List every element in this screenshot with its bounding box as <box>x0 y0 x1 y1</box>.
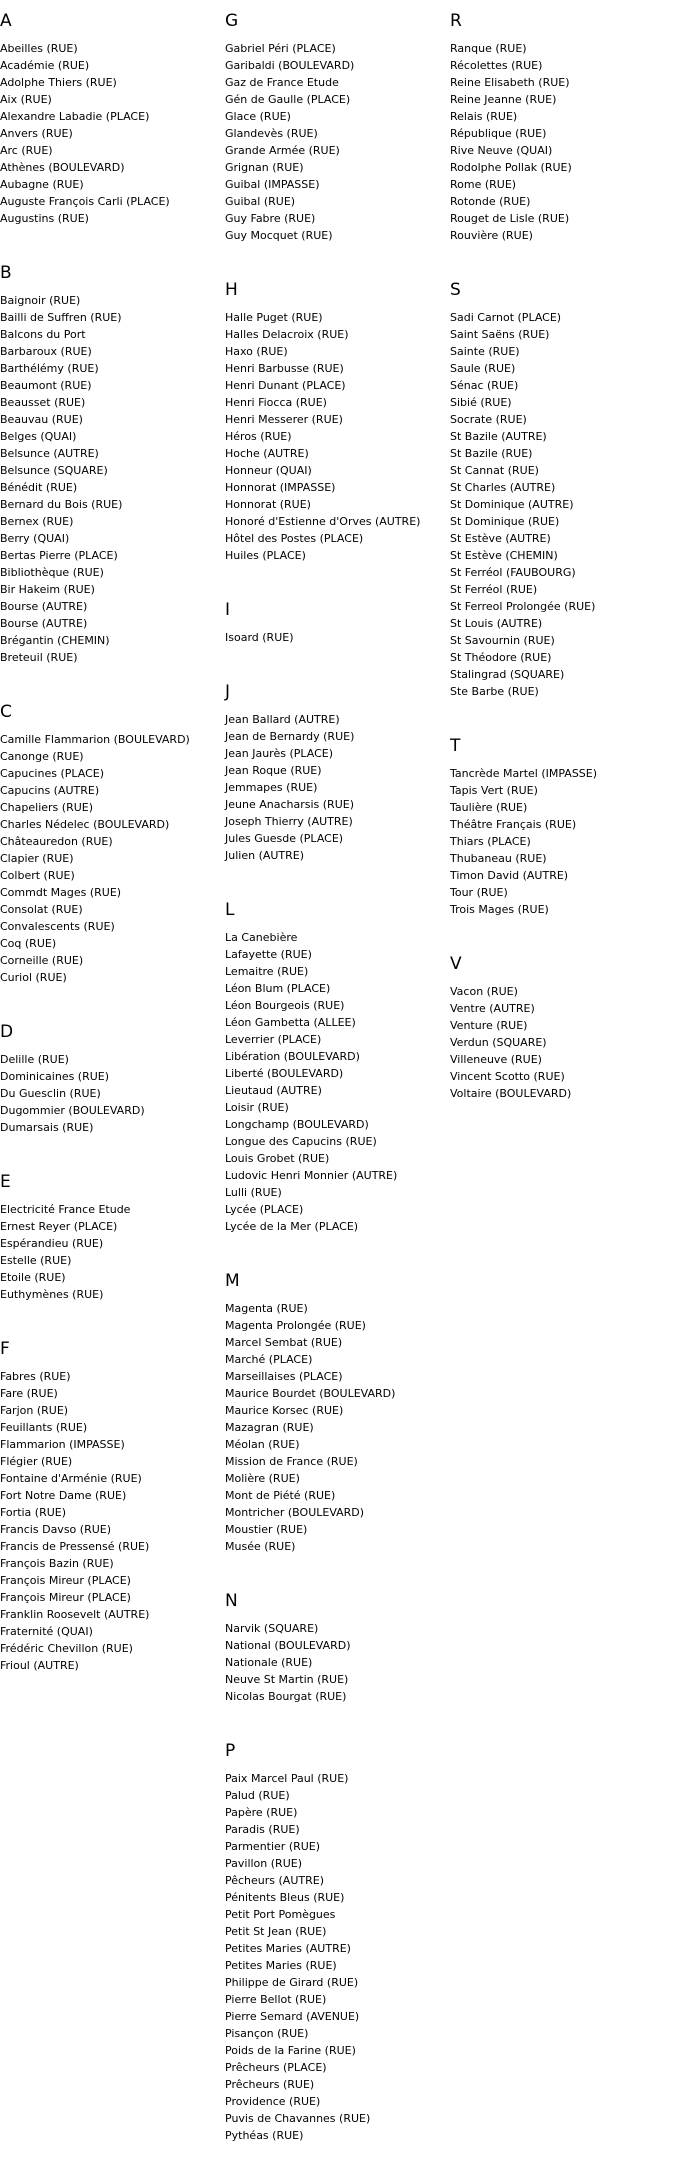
letter-section <box>225 1730 450 2144</box>
section-letter-heading: C <box>0 702 12 722</box>
street-link[interactable]: Philippe de Girard (RUE) <box>225 1976 359 1989</box>
street-link[interactable]: Petites Maries (RUE) <box>225 1959 337 1972</box>
street-link[interactable]: Baignoir (RUE) <box>0 294 81 307</box>
street-link[interactable]: Nicolas Bourgat (RUE) <box>225 1690 347 1703</box>
letter-section <box>0 1328 225 1674</box>
street-link[interactable]: Tour (RUE) <box>450 886 508 899</box>
street-link[interactable]: Tapis Vert (RUE) <box>450 784 538 797</box>
street-link[interactable]: Lemaitre (RUE) <box>225 965 309 978</box>
street-link[interactable]: Musée (RUE) <box>225 1540 296 1553</box>
street-link[interactable]: Moustier (RUE) <box>225 1523 308 1536</box>
section-letter-heading: A <box>0 11 12 31</box>
street-link[interactable]: Prêcheurs (RUE) <box>225 2078 315 2091</box>
street-link[interactable]: Abeilles (RUE) <box>0 42 78 55</box>
street-link[interactable]: Petit Port Pomègues <box>225 1908 336 1921</box>
street-link[interactable]: Maurice Korsec (RUE) <box>225 1404 344 1417</box>
street-link[interactable]: Adolphe Thiers (RUE) <box>0 76 117 89</box>
street-link[interactable]: Chapeliers (RUE) <box>0 801 94 814</box>
street-link[interactable]: Montricher (BOULEVARD) <box>225 1506 365 1519</box>
street-link[interactable]: Julien (AUTRE) <box>225 849 305 862</box>
street-link[interactable]: Lulli (RUE) <box>225 1186 282 1199</box>
street-link[interactable]: Tancrède Martel (IMPASSE) <box>450 767 598 780</box>
street-link[interactable]: Arc (RUE) <box>0 144 53 157</box>
street-link[interactable]: Curiol (RUE) <box>0 971 67 984</box>
street-link[interactable]: Haxo (RUE) <box>225 345 288 358</box>
street-link[interactable]: Trois Mages (RUE) <box>450 903 549 916</box>
street-link[interactable]: Léon Bourgeois (RUE) <box>225 999 345 1012</box>
street-link[interactable]: St Ferréol (RUE) <box>450 583 538 596</box>
street-link[interactable]: Convalescents (RUE) <box>0 920 115 933</box>
street-link[interactable]: Paradis (RUE) <box>225 1823 300 1836</box>
street-link[interactable]: Puvis de Chavannes (RUE) <box>225 2112 371 2125</box>
street-link[interactable]: Guy Mocquet (RUE) <box>225 229 333 242</box>
letter-section <box>225 0 450 244</box>
street-list <box>0 731 225 986</box>
street-link[interactable]: Pisançon (RUE) <box>225 2027 309 2040</box>
street-link[interactable]: Capucins (AUTRE) <box>0 784 100 797</box>
street-link[interactable]: Fare (RUE) <box>0 1387 58 1400</box>
street-link[interactable]: Parmentier (RUE) <box>225 1840 321 1853</box>
street-link[interactable]: Huiles (PLACE) <box>225 549 306 562</box>
street-link[interactable]: St Charles (AUTRE) <box>450 481 556 494</box>
street-link[interactable]: Fraternité (QUAI) <box>0 1625 93 1638</box>
street-link[interactable]: Rotonde (RUE) <box>450 195 531 208</box>
street-link[interactable]: Méolan (RUE) <box>225 1438 300 1451</box>
street-link[interactable]: Henri Dunant (PLACE) <box>225 379 346 392</box>
street-link[interactable]: Pénitents Bleus (RUE) <box>225 1891 345 1904</box>
street-link[interactable]: Pythéas (RUE) <box>225 2129 304 2142</box>
street-link[interactable]: Ventre (AUTRE) <box>450 1002 535 1015</box>
street-link[interactable]: Lycée de la Mer (PLACE) <box>225 1220 359 1233</box>
index-column-1 <box>0 0 225 1699</box>
street-link[interactable]: François Mireur (PLACE) <box>0 1591 131 1604</box>
street-list <box>450 765 675 918</box>
street-list <box>0 292 225 666</box>
section-letter-heading: E <box>0 1172 11 1192</box>
street-list <box>0 1051 225 1136</box>
street-link[interactable]: Libération (BOULEVARD) <box>225 1050 360 1063</box>
street-link[interactable]: Rouvière (RUE) <box>450 229 533 242</box>
street-link[interactable]: Francis Davso (RUE) <box>0 1523 111 1536</box>
street-link[interactable]: Beauvau (RUE) <box>0 413 83 426</box>
index-column-2 <box>225 0 450 2169</box>
street-link[interactable]: Espérandieu (RUE) <box>0 1237 104 1250</box>
street-link[interactable]: Socrate (RUE) <box>450 413 527 426</box>
street-link[interactable]: Henri Barbusse (RUE) <box>225 362 344 375</box>
street-link[interactable]: Reine Elisabeth (RUE) <box>450 76 570 89</box>
street-link[interactable]: Etoile (RUE) <box>0 1271 66 1284</box>
street-link[interactable]: Glandevès (RUE) <box>225 127 318 140</box>
street-link[interactable]: Bibliothèque (RUE) <box>0 566 104 579</box>
street-link[interactable]: Balcons du Port <box>0 328 86 341</box>
street-link[interactable]: Vincent Scotto (RUE) <box>450 1070 565 1083</box>
street-list <box>0 40 225 227</box>
street-list <box>225 1770 450 2144</box>
letter-section <box>0 0 225 227</box>
street-link[interactable]: Isoard (RUE) <box>225 631 294 644</box>
street-link[interactable]: St Bazile (RUE) <box>450 447 533 460</box>
street-link[interactable]: Lieutaud (AUTRE) <box>225 1084 322 1097</box>
street-list <box>0 1368 225 1674</box>
street-link[interactable]: Leverrier (PLACE) <box>225 1033 322 1046</box>
street-link[interactable]: Barthélémy (RUE) <box>0 362 99 375</box>
street-link[interactable]: Rouget de Lisle (RUE) <box>450 212 570 225</box>
street-link[interactable]: Athènes (BOULEVARD) <box>0 161 125 174</box>
street-link[interactable]: Louis Grobet (RUE) <box>225 1152 330 1165</box>
street-link[interactable]: Jeune Anacharsis (RUE) <box>225 798 354 811</box>
street-link[interactable]: Rome (RUE) <box>450 178 517 191</box>
street-link[interactable]: Nationale (RUE) <box>225 1656 313 1669</box>
letter-section <box>0 252 225 666</box>
street-link[interactable]: St Théodore (RUE) <box>450 651 552 664</box>
street-link[interactable]: Jean Roque (RUE) <box>225 764 322 777</box>
street-link[interactable]: Bernex (RUE) <box>0 515 74 528</box>
letter-section <box>225 589 450 646</box>
street-link[interactable]: Villeneuve (RUE) <box>450 1053 542 1066</box>
street-link[interactable]: Lycée (PLACE) <box>225 1203 304 1216</box>
street-link[interactable]: Alexandre Labadie (PLACE) <box>0 110 150 123</box>
street-link[interactable]: Papère (RUE) <box>225 1806 298 1819</box>
street-link[interactable]: Thubaneau (RUE) <box>450 852 547 865</box>
letter-section <box>450 269 675 700</box>
street-link[interactable]: Palud (RUE) <box>225 1789 290 1802</box>
street-link[interactable]: Honnorat (RUE) <box>225 498 311 511</box>
street-link[interactable]: Thiars (PLACE) <box>450 835 531 848</box>
street-link[interactable]: Garibaldi (BOULEVARD) <box>225 59 355 72</box>
street-link[interactable]: St Louis (AUTRE) <box>450 617 543 630</box>
street-link[interactable]: Héros (RUE) <box>225 430 292 443</box>
street-list <box>0 1201 225 1303</box>
street-link[interactable]: Beaumont (RUE) <box>0 379 92 392</box>
street-link[interactable]: Frioul (AUTRE) <box>0 1659 79 1672</box>
street-link[interactable]: Sainte (RUE) <box>450 345 520 358</box>
street-link[interactable]: Jean Ballard (AUTRE) <box>225 713 340 726</box>
street-link[interactable]: Augustins (RUE) <box>0 212 89 225</box>
street-link[interactable]: Ernest Reyer (PLACE) <box>0 1220 118 1233</box>
street-link[interactable]: Belges (QUAI) <box>0 430 77 443</box>
street-link[interactable]: Halles Delacroix (RUE) <box>225 328 349 341</box>
letter-section <box>0 691 225 986</box>
street-link[interactable]: Euthymènes (RUE) <box>0 1288 104 1301</box>
street-link[interactable]: Léon Blum (PLACE) <box>225 982 331 995</box>
street-link[interactable]: Belsunce (SQUARE) <box>0 464 108 477</box>
street-link[interactable]: Rive Neuve (QUAI) <box>450 144 553 157</box>
index-column-3 <box>450 0 675 1127</box>
street-link[interactable]: St Ferréol (FAUBOURG) <box>450 566 576 579</box>
street-list <box>225 711 450 864</box>
street-link[interactable]: Académie (RUE) <box>0 59 90 72</box>
street-link[interactable]: Grignan (RUE) <box>225 161 304 174</box>
street-link[interactable]: Delille (RUE) <box>0 1053 69 1066</box>
street-link[interactable]: Mont de Piété (RUE) <box>225 1489 336 1502</box>
street-link[interactable]: Saule (RUE) <box>450 362 516 375</box>
street-link[interactable]: Petites Maries (AUTRE) <box>225 1942 351 1955</box>
street-link[interactable]: Beausset (RUE) <box>0 396 86 409</box>
street-link[interactable]: Fortia (RUE) <box>0 1506 67 1519</box>
street-link[interactable]: Bailli de Suffren (RUE) <box>0 311 122 324</box>
street-link[interactable]: Longchamp (BOULEVARD) <box>225 1118 369 1131</box>
street-link[interactable]: Gaz de France Etude <box>225 76 339 89</box>
letter-section <box>225 269 450 564</box>
street-link[interactable]: Dominicaines (RUE) <box>0 1070 110 1083</box>
section-letter-heading: L <box>225 900 235 920</box>
street-link[interactable]: Maurice Bourdet (BOULEVARD) <box>225 1387 396 1400</box>
street-link[interactable]: Hoche (AUTRE) <box>225 447 309 460</box>
street-link[interactable]: Fort Notre Dame (RUE) <box>0 1489 127 1502</box>
street-link[interactable]: République (RUE) <box>450 127 547 140</box>
street-link[interactable]: Bernard du Bois (RUE) <box>0 498 123 511</box>
street-link[interactable]: Sibié (RUE) <box>450 396 512 409</box>
street-link[interactable]: Ranque (RUE) <box>450 42 527 55</box>
street-link[interactable]: Vacon (RUE) <box>450 985 518 998</box>
section-letter-heading: B <box>0 263 12 283</box>
street-link[interactable]: Grande Armée (RUE) <box>225 144 340 157</box>
street-link[interactable]: Farjon (RUE) <box>0 1404 69 1417</box>
section-letter-heading: M <box>225 1271 240 1291</box>
street-link[interactable]: St Estève (CHEMIN) <box>450 549 558 562</box>
street-link[interactable]: Pierre Semard (AVENUE) <box>225 2010 360 2023</box>
street-link[interactable]: Bourse (AUTRE) <box>0 600 88 613</box>
letter-section <box>0 1011 225 1136</box>
street-link[interactable]: Glace (RUE) <box>225 110 291 123</box>
street-link[interactable]: St Estève (AUTRE) <box>450 532 551 545</box>
street-list <box>225 309 450 564</box>
street-link[interactable]: Honoré d'Estienne d'Orves (AUTRE) <box>225 515 421 528</box>
street-link[interactable]: Brégantin (CHEMIN) <box>0 634 110 647</box>
street-link[interactable]: Frédéric Chevillon (RUE) <box>0 1642 133 1655</box>
street-link[interactable]: Coq (RUE) <box>0 937 57 950</box>
street-list <box>225 1300 450 1555</box>
street-link[interactable]: Breteuil (RUE) <box>0 651 78 664</box>
street-link[interactable]: Bourse (AUTRE) <box>0 617 88 630</box>
street-link[interactable]: Gabriel Péri (PLACE) <box>225 42 336 55</box>
street-link[interactable]: St Dominique (RUE) <box>450 515 560 528</box>
letter-section <box>225 889 450 1235</box>
street-link[interactable]: Sadi Carnot (PLACE) <box>450 311 562 324</box>
street-link[interactable]: Magenta (RUE) <box>225 1302 308 1315</box>
street-link[interactable]: La Canebière <box>225 931 298 944</box>
street-link[interactable]: Récolettes (RUE) <box>450 59 543 72</box>
street-link[interactable]: Saint Saëns (RUE) <box>450 328 550 341</box>
street-link[interactable]: Stalingrad (SQUARE) <box>450 668 565 681</box>
street-link[interactable]: Guibal (IMPASSE) <box>225 178 320 191</box>
section-letter-heading: D <box>0 1022 14 1042</box>
street-link[interactable]: Commdt Mages (RUE) <box>0 886 122 899</box>
street-link[interactable]: François Bazin (RUE) <box>0 1557 114 1570</box>
street-list <box>225 40 450 244</box>
street-link[interactable]: Bir Hakeim (RUE) <box>0 583 95 596</box>
street-link[interactable]: Jean de Bernardy (RUE) <box>225 730 355 743</box>
street-link[interactable]: Relais (RUE) <box>450 110 518 123</box>
street-link[interactable]: St Dominique (AUTRE) <box>450 498 574 511</box>
street-link[interactable]: Bertas Pierre (PLACE) <box>0 549 118 562</box>
letter-section <box>225 1260 450 1555</box>
street-link[interactable]: Electricité France Etude <box>0 1203 131 1216</box>
street-link[interactable]: Feuillants (RUE) <box>0 1421 88 1434</box>
street-link[interactable]: Magenta Prolongée (RUE) <box>225 1319 366 1332</box>
street-link[interactable]: Guibal (RUE) <box>225 195 296 208</box>
street-link[interactable]: Belsunce (AUTRE) <box>0 447 99 460</box>
street-link[interactable]: Molière (RUE) <box>225 1472 300 1485</box>
street-link[interactable]: St Cannat (RUE) <box>450 464 539 477</box>
section-letter-heading: N <box>225 1591 238 1611</box>
street-link[interactable]: Bénédit (RUE) <box>0 481 78 494</box>
street-link[interactable]: Franklin Roosevelt (AUTRE) <box>0 1608 150 1621</box>
street-link[interactable]: Honneur (QUAI) <box>225 464 312 477</box>
street-link[interactable]: Jean Jaurès (PLACE) <box>225 747 334 760</box>
section-letter-heading: F <box>0 1339 10 1359</box>
section-letter-heading: V <box>450 954 462 974</box>
street-link[interactable]: Henri Messerer (RUE) <box>225 413 343 426</box>
street-link[interactable]: Ste Barbe (RUE) <box>450 685 539 698</box>
street-link[interactable]: Consolat (RUE) <box>0 903 83 916</box>
section-letter-heading: S <box>450 280 461 300</box>
street-link[interactable]: Marseillaises (PLACE) <box>225 1370 343 1383</box>
street-link[interactable]: Fabres (RUE) <box>0 1370 71 1383</box>
street-link[interactable]: Paix Marcel Paul (RUE) <box>225 1772 349 1785</box>
street-list <box>225 629 450 646</box>
street-link[interactable]: Châteauredon (RUE) <box>0 835 113 848</box>
street-link[interactable]: St Ferreol Prolongée (RUE) <box>450 600 596 613</box>
street-list <box>450 309 675 700</box>
street-link[interactable]: Auguste François Carli (PLACE) <box>0 195 170 208</box>
street-link[interactable]: Halle Puget (RUE) <box>225 311 323 324</box>
street-link[interactable]: Pêcheurs (AUTRE) <box>225 1874 324 1887</box>
street-link[interactable]: Lafayette (RUE) <box>225 948 312 961</box>
street-link[interactable]: Canonge (RUE) <box>0 750 84 763</box>
street-link[interactable]: Pierre Bellot (RUE) <box>225 1993 327 2006</box>
street-link[interactable]: Timon David (AUTRE) <box>450 869 569 882</box>
street-link[interactable]: Longue des Capucins (RUE) <box>225 1135 377 1148</box>
street-list <box>450 983 675 1102</box>
street-list <box>450 40 675 244</box>
street-link[interactable]: Loisir (RUE) <box>225 1101 289 1114</box>
street-link[interactable]: Théâtre Français (RUE) <box>450 818 577 831</box>
street-link[interactable]: Jemmapes (RUE) <box>225 781 318 794</box>
street-link[interactable]: Narvik (SQUARE) <box>225 1622 319 1635</box>
section-letter-heading: P <box>225 1741 236 1761</box>
street-link[interactable]: Hôtel des Postes (PLACE) <box>225 532 364 545</box>
street-link[interactable]: Gén de Gaulle (PLACE) <box>225 93 351 106</box>
street-link[interactable]: Charles Nédelec (BOULEVARD) <box>0 818 170 831</box>
street-link[interactable]: Estelle (RUE) <box>0 1254 72 1267</box>
section-letter-heading: I <box>225 600 231 620</box>
street-link[interactable]: Providence (RUE) <box>225 2095 321 2108</box>
street-link[interactable]: Venture (RUE) <box>450 1019 528 1032</box>
street-link[interactable]: Capucines (PLACE) <box>0 767 105 780</box>
street-link[interactable]: Colbert (RUE) <box>0 869 75 882</box>
section-letter-heading: T <box>450 736 461 756</box>
street-link[interactable]: Dumarsais (RUE) <box>0 1121 94 1134</box>
street-link[interactable]: Joseph Thierry (AUTRE) <box>225 815 353 828</box>
letter-section <box>450 0 675 244</box>
letter-section <box>450 943 675 1102</box>
letter-section <box>450 725 675 918</box>
letter-section <box>225 671 450 864</box>
street-link[interactable]: Dugommier (BOULEVARD) <box>0 1104 145 1117</box>
section-letter-heading: J <box>225 682 231 702</box>
street-link[interactable]: Camille Flammarion (BOULEVARD) <box>0 733 190 746</box>
street-link[interactable]: Aubagne (RUE) <box>0 178 84 191</box>
street-link[interactable]: Aix (RUE) <box>0 93 52 106</box>
street-link[interactable]: Verdun (SQUARE) <box>450 1036 547 1049</box>
street-link[interactable]: Léon Gambetta (ALLEE) <box>225 1016 356 1029</box>
street-link[interactable]: Petit St Jean (RUE) <box>225 1925 327 1938</box>
section-letter-heading: R <box>450 11 462 31</box>
street-link[interactable]: Flammarion (IMPASSE) <box>0 1438 125 1451</box>
street-link[interactable]: National (BOULEVARD) <box>225 1639 351 1652</box>
street-link[interactable]: Henri Fiocca (RUE) <box>225 396 327 409</box>
street-link[interactable]: Liberté (BOULEVARD) <box>225 1067 344 1080</box>
street-link[interactable]: Anvers (RUE) <box>0 127 73 140</box>
street-link[interactable]: Jules Guesde (PLACE) <box>225 832 344 845</box>
street-link[interactable]: François Mireur (PLACE) <box>0 1574 131 1587</box>
street-link[interactable]: Guy Fabre (RUE) <box>225 212 316 225</box>
street-list <box>225 1620 450 1705</box>
street-link[interactable]: Neuve St Martin (RUE) <box>225 1673 349 1686</box>
street-link[interactable]: Mazagran (RUE) <box>225 1421 314 1434</box>
street-link[interactable]: Barbaroux (RUE) <box>0 345 92 358</box>
street-link[interactable]: Prêcheurs (PLACE) <box>225 2061 327 2074</box>
street-link[interactable]: Berry (QUAI) <box>0 532 70 545</box>
street-link[interactable]: Mission de France (RUE) <box>225 1455 358 1468</box>
street-link[interactable]: Marcel Sembat (RUE) <box>225 1336 343 1349</box>
street-link[interactable]: Reine Jeanne (RUE) <box>450 93 557 106</box>
street-link[interactable]: Francis de Pressensé (RUE) <box>0 1540 150 1553</box>
street-link[interactable]: Taulière (RUE) <box>450 801 528 814</box>
section-letter-heading: H <box>225 280 238 300</box>
street-list <box>225 929 450 1235</box>
letter-section <box>0 1161 225 1303</box>
letter-section <box>225 1580 450 1705</box>
street-link[interactable]: Flégier (RUE) <box>0 1455 73 1468</box>
street-link[interactable]: Marché (PLACE) <box>225 1353 313 1366</box>
street-link[interactable]: Ludovic Henri Monnier (AUTRE) <box>225 1169 398 1182</box>
street-link[interactable]: Poids de la Farine (RUE) <box>225 2044 356 2057</box>
street-link[interactable]: Clapier (RUE) <box>0 852 74 865</box>
street-link[interactable]: Fontaine d'Arménie (RUE) <box>0 1472 142 1485</box>
street-link[interactable]: St Savournin (RUE) <box>450 634 555 647</box>
street-link[interactable]: Honnorat (IMPASSE) <box>225 481 336 494</box>
street-link[interactable]: Voltaire (BOULEVARD) <box>450 1087 572 1100</box>
street-link[interactable]: Sénac (RUE) <box>450 379 519 392</box>
street-link[interactable]: Rodolphe Pollak (RUE) <box>450 161 572 174</box>
street-link[interactable]: Du Guesclin (RUE) <box>0 1087 101 1100</box>
street-link[interactable]: St Bazile (AUTRE) <box>450 430 547 443</box>
street-link[interactable]: Pavillon (RUE) <box>225 1857 302 1870</box>
street-link[interactable]: Corneille (RUE) <box>0 954 84 967</box>
section-letter-heading: G <box>225 11 239 31</box>
